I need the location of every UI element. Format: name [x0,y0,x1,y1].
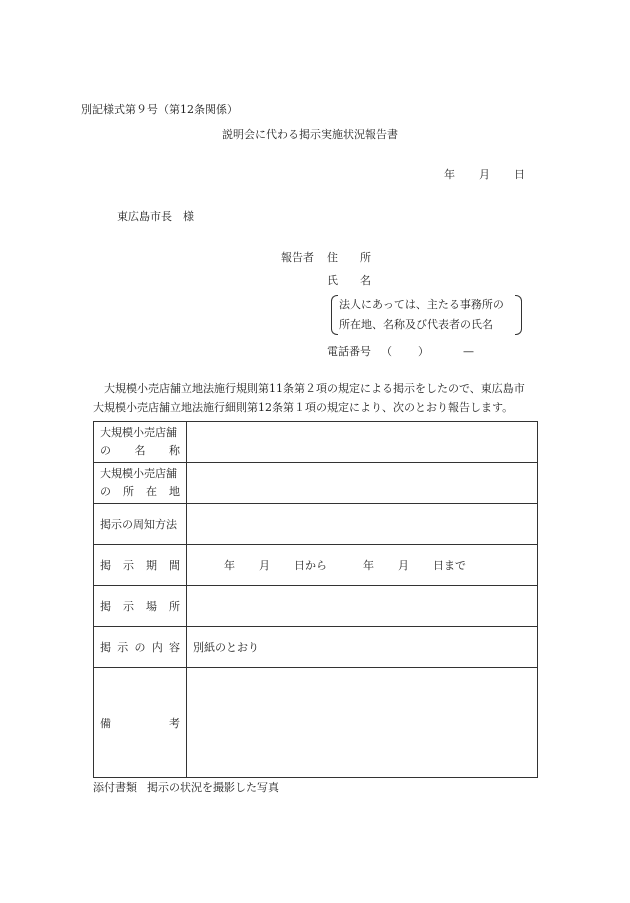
day-label: 日 [514,168,525,181]
notice-period-value[interactable]: 年 月 日から 年 月 日まで [187,545,538,586]
table-row-remarks [94,668,538,778]
month-label: 月 [479,168,490,181]
store-location-value[interactable] [187,463,538,504]
notice-period-label: 掲 示 期 間 [94,545,187,586]
phone-paren-open: （ [381,345,392,358]
date-line [444,168,525,182]
notice-method-value[interactable] [187,504,538,545]
body-text-line2: 大規模小売店舗立地法施行細則第12条第１項の規定により、次のとおり報告します。 [93,401,514,414]
document-title: 説明会に代わる掲示実施状況報告書 [222,128,398,141]
remarks-value[interactable] [187,668,538,778]
remarks-label: 備 考 [94,668,187,778]
phone-dash: — [463,345,474,358]
year-label: 年 [444,168,455,181]
attachment-label: 添付書類 [93,781,137,794]
phone-line [327,345,474,359]
notice-place-label: 掲 示 場 所 [94,586,187,627]
attachment-line [93,781,279,795]
body-text-line1: 大規模小売店舗立地法施行規則第11条第２項の規定による掲示をしたので、東広島市 [104,382,525,395]
phone-paren-close: ） [418,345,429,358]
notice-content-label: 掲 示 の 内 容 [94,627,187,668]
table-row-notice-place [94,586,538,627]
table-row-notice-method [94,504,538,545]
table-row-notice-content [94,627,538,668]
attachment-value: 掲示の状況を撮影した写真 [147,781,279,794]
corp-note-line2: 所在地、名称及び代表者の氏名 [339,318,493,331]
store-name-label: 大規模小売店舗 の 名 称 [94,422,187,463]
notice-place-value[interactable] [187,586,538,627]
corp-note-bracket-right [515,295,522,335]
notice-content-value[interactable]: 別紙のとおり [187,627,538,668]
table-row-store-location [94,463,538,504]
addressee: 東広島市長 様 [117,210,194,223]
phone-label: 電話番号 [327,345,371,358]
table-row-notice-period [94,545,538,586]
store-location-label: 大規模小売店舗 の 所 在 地 [94,463,187,504]
corp-note-line1: 法人にあっては、主たる事務所の [339,298,504,311]
name-label: 氏 名 [327,274,371,287]
corp-note-bracket-left [331,295,338,335]
form-number: 別記様式第９号（第12条関係） [81,103,238,116]
notice-method-label: 掲示の周知方法 [94,504,187,545]
address-label: 住 所 [327,251,371,264]
table-row-store-name [94,422,538,463]
reporter-label: 報告者 [281,251,314,264]
report-table [93,421,538,778]
store-name-value[interactable] [187,422,538,463]
